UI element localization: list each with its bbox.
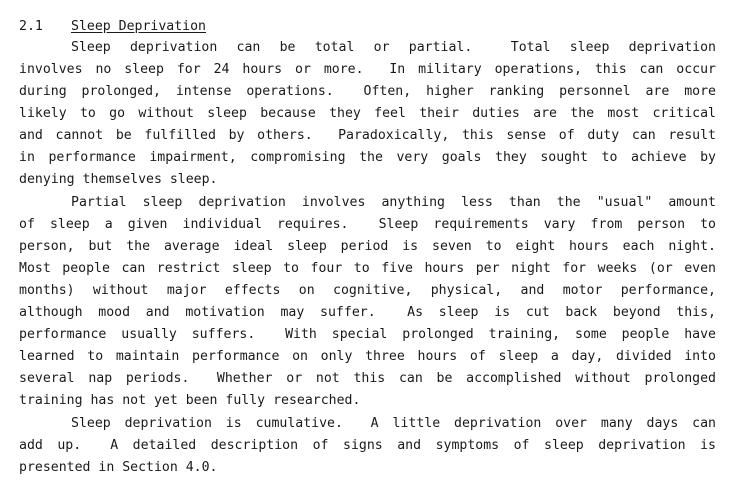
text-line: person, but the average ideal sleep period is seven to eight hours each night.	[19, 239, 716, 254]
text-line: Most people can restrict sleep to four to five hours per night for weeks (or even	[19, 261, 716, 276]
text-line: in performance impairment, compromising the very goals they sought to achieve by	[19, 150, 716, 165]
text-line: involves no sleep for 24 hours or more. In military operations, this can occur	[19, 62, 716, 77]
text-line: Sleep deprivation is cumulative. A little deprivation over many days can	[71, 416, 716, 431]
text-line: performance usually suffers. With special prolonged training, some people have	[19, 327, 716, 342]
text-line: denying themselves sleep.	[19, 172, 218, 187]
text-line: likely to go without sleep because they feel their duties are the most critical	[19, 106, 716, 121]
text-line: months) without major effects on cognitive, physical, and motor performance,	[19, 283, 716, 298]
section-title: Sleep Deprivation	[71, 19, 206, 34]
text-line: and cannot be fulfilled by others. Paradoxically, this sense of duty can result	[19, 128, 716, 143]
text-line: of sleep a given individual requires. Sleep requirements vary from person to	[19, 217, 716, 232]
text-line: learned to maintain performance on only three hours of sleep a day, divided into	[19, 349, 716, 364]
text-line: although mood and motivation may suffer. As sleep is cut back beyond this,	[19, 305, 716, 320]
text-line: training has not yet been fully researched.	[19, 393, 361, 408]
text-line: during prolonged, intense operations. Often, higher ranking personnel are more	[19, 84, 716, 99]
text-line: several nap periods. Whether or not this can be accomplished without prolonged	[19, 371, 716, 386]
text-line: Sleep deprivation can be total or partial. Total sleep deprivation	[71, 40, 716, 55]
text-line: Partial sleep deprivation involves anything less than the "usual" amount	[71, 195, 716, 210]
text-line: presented in Section 4.0.	[19, 460, 218, 475]
text-line: add up. A detailed description of signs and symptoms of sleep deprivation is	[19, 438, 716, 453]
section-number: 2.1	[19, 19, 43, 34]
